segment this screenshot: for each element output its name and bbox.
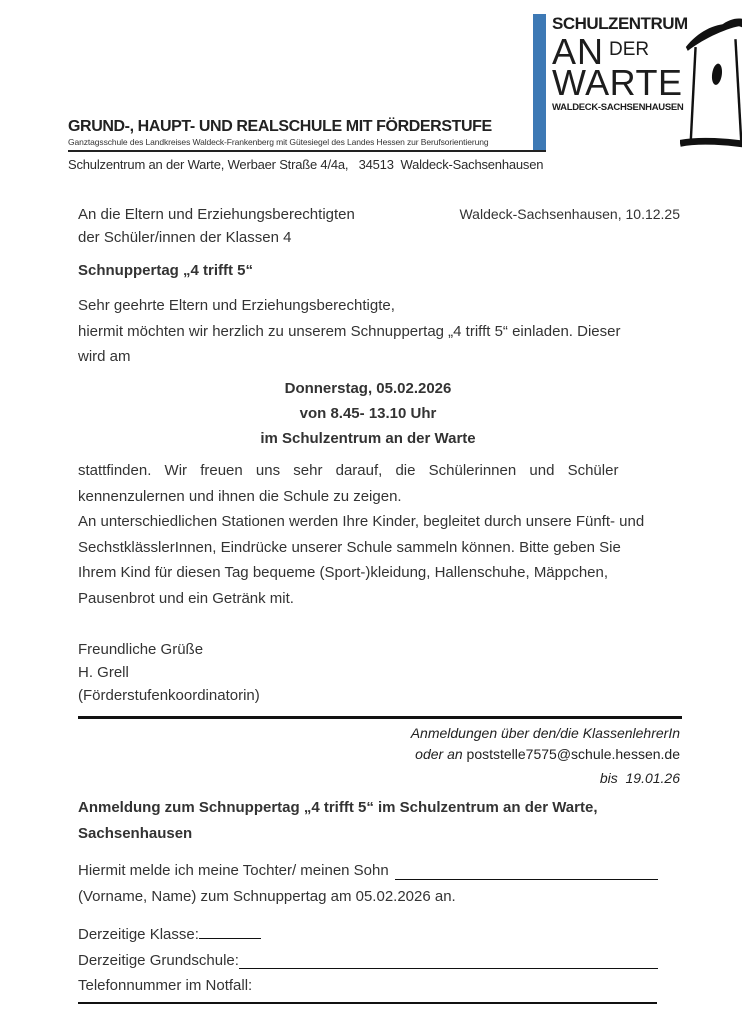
body-paragraph-2 [78, 509, 658, 611]
field-current-class: Derzeitige Klasse: [78, 922, 658, 948]
salutation-block [78, 293, 658, 370]
registration-heading-line: Sachsenhausen [78, 824, 193, 842]
enrollment-block [78, 858, 658, 909]
closing-greeting: Freundliche Grüße [78, 641, 204, 658]
logo-wordmark [552, 14, 688, 159]
place-date-line: Waldeck-Sachsenhausen, 10.12.25 [459, 206, 680, 222]
body-line: SechstklässlerInnen, Eindrücke unserer Schule sammeln können. Bitte geben Sie [78, 538, 621, 556]
event-details-block [78, 376, 658, 451]
salutation-line: Sehr geehrte Eltern und Erziehungsberechtigte, [78, 297, 395, 314]
registration-heading [78, 795, 658, 846]
email-text: poststelle7575@schule.hessen.de [466, 746, 680, 762]
class-blank-line [199, 924, 261, 939]
watchtower-icon [680, 14, 742, 159]
body-line: An unterschiedlichen Stationen werden Ihre Kinder, begleitet durch unsere Fünft- und [78, 513, 645, 530]
event-date-line: Donnerstag, 05.02.2026 [284, 380, 452, 397]
body-line: Ihrem Kind für diesen Tag bequeme (Sport-)kleidung, Hallenschuhe, Mäppchen, [78, 564, 609, 581]
child-name-blank-line [395, 858, 658, 880]
section-divider-rule [78, 716, 682, 719]
school-address: Schulzentrum an der Warte, Werbaer Straße 4/4a, 34513 Waldeck-Sachsenhausen [68, 157, 544, 172]
event-place-line: im Schulzentrum an der Warte [260, 430, 476, 447]
field-emergency-phone: Telefonnummer im Notfall: [78, 977, 253, 994]
subject-line: Schnuppertag „4 trifft 5“ [78, 262, 254, 279]
form-fields-block [78, 922, 658, 999]
intro-line: wird am [78, 348, 131, 365]
logo-line-waldeck: WALDECK-SACHSENHAUSEN [552, 102, 684, 113]
school-logo [533, 14, 742, 159]
phone-blank-line [78, 1002, 657, 1004]
registration-note [411, 723, 680, 789]
body-line: kennenzulernen und ihnen die Schule zu zeigen. [78, 487, 402, 505]
note-email-prefix: oder an [415, 746, 467, 762]
registration-heading-line: Anmeldung zum Schnuppertag „4 trifft 5“ im Schulzentrum an der Warte, [78, 799, 598, 816]
closing-block [78, 638, 658, 707]
event-time-line: von 8.45- 13.10 Uhr [299, 405, 437, 422]
signature-role: (Förderstufenkoordinatorin) [78, 687, 260, 704]
logo-line-schulzentrum: SCHULZENTRUM [552, 14, 688, 33]
note-deadline: bis 19.01.26 [599, 770, 680, 786]
field-current-school: Derzeitige Grundschule: [78, 948, 658, 974]
intro-line: hiermit möchten wir herzlich zu unserem Schnuppertag „4 trifft 5“ einladen. Dieser [78, 322, 621, 340]
letterhead-rule [68, 150, 546, 152]
signature-name: H. Grell [78, 664, 129, 681]
school-blank-line [239, 948, 658, 970]
school-name-title: GRUND-, HAUPT- UND REALSCHULE MIT FÖRDERSTUFE [68, 118, 492, 135]
recipient-line: An die Eltern und Erziehungsberechtigten [78, 206, 355, 223]
body-line: Pausenbrot und ein Getränk mit. [78, 589, 294, 607]
body-paragraph-1 [78, 458, 658, 509]
logo-line-an-der: AN DER [552, 31, 650, 72]
note-line: Anmeldungen über den/die KlassenlehrerIn [410, 725, 680, 741]
school-subtitle: Ganztagsschule des Landkreises Waldeck-Frankenberg mit Gütesiegel des Landes Hessen zur Berufsorientierung [68, 137, 489, 147]
recipient-line: der Schüler/innen der Klassen 4 [78, 229, 292, 246]
enrollment-line-1: Hiermit melde ich meine Tochter/ meinen Sohn [78, 858, 658, 884]
enrollment-line-2: (Vorname, Name) zum Schnuppertag am 05.02.2026 an. [78, 887, 456, 905]
logo-line-warte: WARTE [552, 62, 683, 103]
note-line [411, 744, 680, 765]
logo-blue-bar [533, 14, 546, 150]
body-line: stattfinden. Wir freuen uns sehr darauf, die Schülerinnen und Schüler [78, 462, 619, 479]
letterhead [68, 118, 548, 172]
